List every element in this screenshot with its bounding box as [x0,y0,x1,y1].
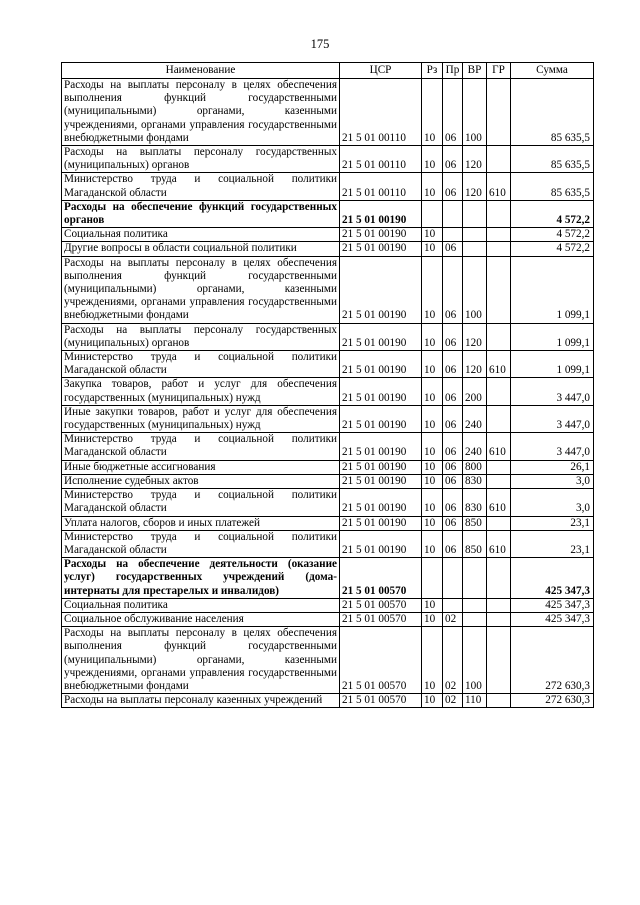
table-row [62,474,594,488]
cell-gr [487,242,511,256]
cell-csr: 21 5 01 00110 [340,79,422,146]
cell-sum: 85 635,5 [511,173,594,200]
cell-rz: 10 [422,242,443,256]
cell-csr: 21 5 01 00190 [340,242,422,256]
cell-gr [487,598,511,612]
cell-vr [463,242,487,256]
cell-sum: 85 635,5 [511,146,594,173]
cell-csr: 21 5 01 00190 [340,530,422,557]
cell-sum: 425 347,3 [511,598,594,612]
table-row [62,612,594,626]
cell-name: Другие вопросы в области социальной политики [62,242,340,256]
cell-pr: 06 [443,489,463,516]
cell-pr: 06 [443,351,463,378]
cell-csr: 21 5 01 00570 [340,694,422,708]
table-row [62,173,594,200]
cell-vr: 120 [463,351,487,378]
cell-vr: 830 [463,489,487,516]
cell-csr: 21 5 01 00570 [340,558,422,599]
cell-pr: 06 [443,433,463,460]
cell-rz: 10 [422,460,443,474]
cell-sum: 26,1 [511,460,594,474]
cell-vr: 120 [463,173,487,200]
cell-pr: 06 [443,530,463,557]
cell-vr: 850 [463,530,487,557]
cell-pr: 06 [443,242,463,256]
cell-name: Исполнение судебных актов [62,474,340,488]
cell-pr: 06 [443,256,463,323]
cell-sum: 272 630,3 [511,627,594,694]
cell-pr: 02 [443,694,463,708]
cell-rz: 10 [422,405,443,432]
cell-vr: 120 [463,146,487,173]
cell-csr: 21 5 01 00110 [340,146,422,173]
table-row [62,516,594,530]
cell-name: Иные бюджетные ассигнования [62,460,340,474]
table-row [62,378,594,405]
cell-pr [443,558,463,599]
cell-name: Расходы на выплаты персоналу казенных учреждений [62,694,340,708]
cell-vr: 800 [463,460,487,474]
cell-sum: 4 572,2 [511,228,594,242]
table-row [62,79,594,146]
cell-gr [487,612,511,626]
table-body [62,79,594,708]
cell-pr: 06 [443,405,463,432]
cell-csr: 21 5 01 00190 [340,474,422,488]
page-number: 175 [310,37,330,51]
cell-gr [487,516,511,530]
cell-sum: 3,0 [511,489,594,516]
cell-name: Социальная политика [62,598,340,612]
table-row [62,694,594,708]
cell-rz: 10 [422,598,443,612]
cell-csr: 21 5 01 00190 [340,256,422,323]
cell-name: Расходы на обеспечение деятельности (оказание услуг) государственных учреждений (дома-интернаты для престарелых и инвалидов) [62,558,340,599]
cell-sum: 3 447,0 [511,433,594,460]
cell-name: Расходы на выплаты персоналу в целях обеспечения выполнения функций государственными (муниципальными) органами, казенными учреждениями, органами управления государственными внебюджетными фондами [62,79,340,146]
cell-gr [487,694,511,708]
table-row [62,242,594,256]
cell-rz: 10 [422,694,443,708]
cell-name: Министерство труда и социальной политики Магаданской области [62,173,340,200]
cell-sum: 1 099,1 [511,351,594,378]
cell-name: Расходы на обеспечение функций государственных органов [62,200,340,227]
cell-vr [463,612,487,626]
cell-csr: 21 5 01 00110 [340,173,422,200]
cell-pr: 06 [443,378,463,405]
cell-name: Уплата налогов, сборов и иных платежей [62,516,340,530]
cell-rz: 10 [422,516,443,530]
cell-sum: 4 572,2 [511,200,594,227]
table-row [62,256,594,323]
cell-rz: 10 [422,378,443,405]
cell-csr: 21 5 01 00190 [340,351,422,378]
cell-csr: 21 5 01 00190 [340,460,422,474]
cell-name: Министерство труда и социальной политики Магаданской области [62,433,340,460]
cell-csr: 21 5 01 00190 [340,516,422,530]
cell-name: Иные закупки товаров, работ и услуг для обеспечения государственных (муниципальных) нужд [62,405,340,432]
cell-pr: 02 [443,627,463,694]
cell-pr [443,200,463,227]
cell-name: Социальное обслуживание населения [62,612,340,626]
cell-sum: 23,1 [511,530,594,557]
cell-name: Расходы на выплаты персоналу государственных (муниципальных) органов [62,323,340,350]
cell-gr: 610 [487,173,511,200]
cell-rz: 10 [422,474,443,488]
table-row [62,405,594,432]
cell-pr [443,598,463,612]
cell-rz: 10 [422,489,443,516]
cell-rz: 10 [422,627,443,694]
cell-csr: 21 5 01 00570 [340,627,422,694]
cell-vr [463,200,487,227]
header-rz: Рз [422,63,443,79]
cell-vr: 100 [463,79,487,146]
cell-gr: 610 [487,351,511,378]
cell-csr: 21 5 01 00190 [340,489,422,516]
cell-pr: 06 [443,474,463,488]
cell-name: Социальная политика [62,228,340,242]
cell-gr: 610 [487,489,511,516]
cell-pr: 06 [443,323,463,350]
cell-rz: 10 [422,351,443,378]
cell-pr: 06 [443,516,463,530]
cell-sum: 1 099,1 [511,256,594,323]
cell-rz [422,200,443,227]
cell-rz: 10 [422,173,443,200]
cell-name: Министерство труда и социальной политики Магаданской области [62,489,340,516]
cell-vr: 100 [463,627,487,694]
table-row [62,489,594,516]
header-name: Наименование [62,63,340,79]
cell-gr [487,378,511,405]
table-row [62,228,594,242]
table-row [62,627,594,694]
cell-rz: 10 [422,530,443,557]
table-row [62,200,594,227]
cell-gr [487,79,511,146]
cell-gr [487,200,511,227]
cell-gr [487,474,511,488]
cell-vr [463,598,487,612]
cell-vr [463,558,487,599]
cell-sum: 3 447,0 [511,405,594,432]
cell-vr: 120 [463,323,487,350]
cell-vr: 830 [463,474,487,488]
cell-pr: 02 [443,612,463,626]
cell-vr: 100 [463,256,487,323]
cell-sum: 1 099,1 [511,323,594,350]
cell-csr: 21 5 01 00190 [340,228,422,242]
cell-gr [487,460,511,474]
cell-gr [487,323,511,350]
header-sum: Сумма [511,63,594,79]
header-pr: Пр [443,63,463,79]
cell-gr [487,627,511,694]
cell-rz: 10 [422,256,443,323]
cell-pr: 06 [443,173,463,200]
cell-name: Министерство труда и социальной политики Магаданской области [62,351,340,378]
table-row [62,598,594,612]
cell-rz: 10 [422,323,443,350]
cell-rz [422,558,443,599]
table-row [62,460,594,474]
cell-rz: 10 [422,433,443,460]
cell-csr: 21 5 01 00190 [340,200,422,227]
cell-sum: 23,1 [511,516,594,530]
table-row [62,351,594,378]
cell-pr: 06 [443,79,463,146]
cell-sum: 425 347,3 [511,612,594,626]
cell-gr [487,228,511,242]
table-row [62,530,594,557]
cell-rz: 10 [422,228,443,242]
cell-csr: 21 5 01 00570 [340,598,422,612]
cell-csr: 21 5 01 00570 [340,612,422,626]
header-vr: ВР [463,63,487,79]
cell-name: Министерство труда и социальной политики Магаданской области [62,530,340,557]
cell-name: Расходы на выплаты персоналу в целях обеспечения выполнения функций государственными (муниципальными) органами, казенными учреждениями, органами управления государственными внебюджетными фондами [62,627,340,694]
cell-name: Расходы на выплаты персоналу государственных (муниципальных) органов [62,146,340,173]
cell-sum: 425 347,3 [511,558,594,599]
cell-rz: 10 [422,79,443,146]
cell-vr: 240 [463,405,487,432]
cell-gr [487,405,511,432]
table-row [62,323,594,350]
cell-gr [487,256,511,323]
cell-csr: 21 5 01 00190 [340,378,422,405]
cell-csr: 21 5 01 00190 [340,433,422,460]
header-gr: ГР [487,63,511,79]
cell-name: Расходы на выплаты персоналу в целях обеспечения выполнения функций государственными (муниципальными) органами, казенными учреждениями, органами управления государственными внебюджетными фондами [62,256,340,323]
cell-gr [487,146,511,173]
cell-vr: 200 [463,378,487,405]
cell-gr: 610 [487,433,511,460]
cell-vr: 240 [463,433,487,460]
table-row [62,558,594,599]
cell-sum: 272 630,3 [511,694,594,708]
cell-gr: 610 [487,530,511,557]
cell-rz: 10 [422,146,443,173]
cell-vr: 110 [463,694,487,708]
cell-sum: 85 635,5 [511,79,594,146]
budget-table [61,62,594,708]
table-header-row [62,63,594,79]
cell-sum: 3 447,0 [511,378,594,405]
cell-vr [463,228,487,242]
cell-gr [487,558,511,599]
cell-sum: 3,0 [511,474,594,488]
cell-pr: 06 [443,460,463,474]
cell-csr: 21 5 01 00190 [340,323,422,350]
cell-vr: 850 [463,516,487,530]
cell-pr [443,228,463,242]
cell-rz: 10 [422,612,443,626]
cell-name: Закупка товаров, работ и услуг для обеспечения государственных (муниципальных) нужд [62,378,340,405]
cell-pr: 06 [443,146,463,173]
table-row [62,146,594,173]
cell-sum: 4 572,2 [511,242,594,256]
header-csr: ЦСР [340,63,422,79]
cell-csr: 21 5 01 00190 [340,405,422,432]
table-row [62,433,594,460]
